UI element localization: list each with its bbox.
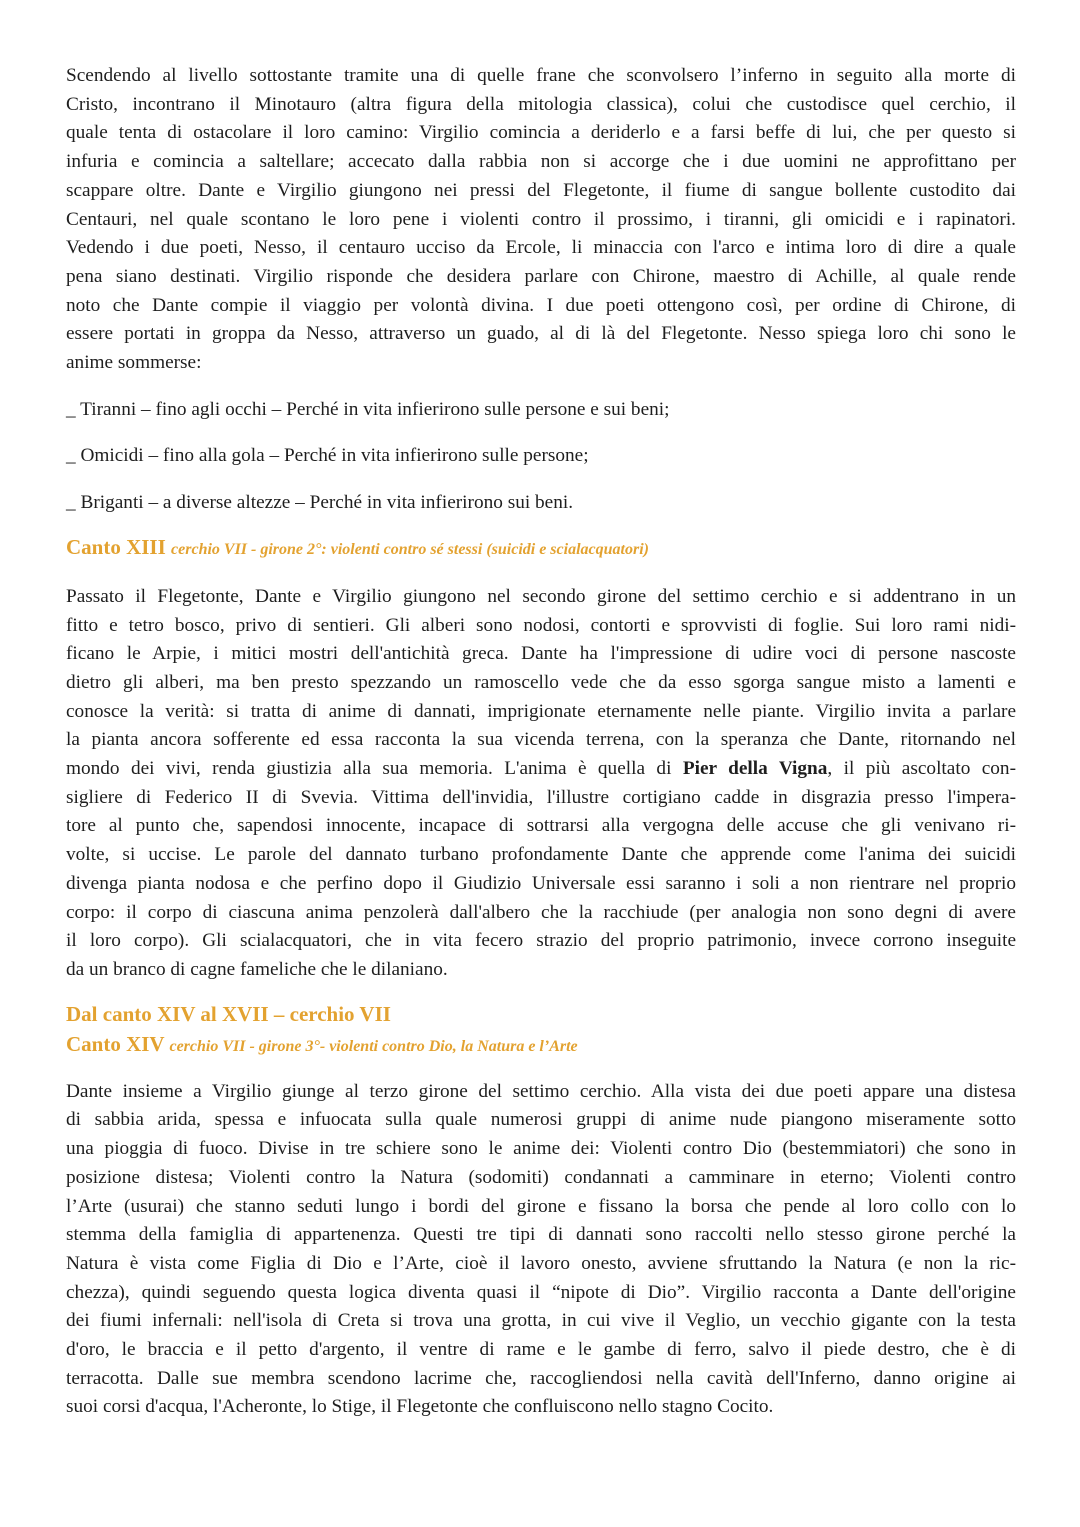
list-item: _ Briganti – a diverse altezze – Perché in vita infierirono sui beni.: [66, 492, 574, 514]
text-line: stemma della famiglia di appartenenza. Questi tre tipi di dannati sono raccolti nello stesso girone perché la: [66, 1224, 1016, 1246]
text-line: corpo: il corpo di ciascuna anima penzolerà dall'albero che la racchiude (per analogia non sono degni di avere: [66, 901, 1016, 923]
bold-name: Pier della Vigna: [682, 758, 828, 780]
souls-list: [66, 396, 1016, 518]
section-heading: Dal canto XIV al XVII – cerchio VII: [66, 1001, 391, 1026]
text-fragment: , il più ascoltato con-: [827, 758, 1016, 780]
text-line: suoi corsi d'acqua, l'Acheronte, lo Stige, il Flegetonte che confluiscono nello stagno Cocito.: [66, 1396, 774, 1418]
text-line: anime sommerse:: [66, 352, 202, 374]
canto-13-subtitle: cerchio VII - girone 2°: violenti contro sé stessi (suicidi e scialacquatori): [171, 540, 649, 558]
canto-14-title: Canto XIV: [66, 1031, 165, 1056]
text-line: fitto e tetro bosco, privo di sentieri. Gli alberi sono nodosi, contorti e sprovvisti di foglie. Sui loro rami nidi-: [66, 614, 1016, 636]
text-line: chezza), quindi seguendo questa logica diventa quasi il “nipote di Dio”. Virgilio racconta a Dante dell'origine: [66, 1281, 1016, 1303]
text-line: tore al punto che, sapendosi innocente, incapace di sottrarsi alla vergogna delle accuse che gli venivano ri-: [66, 815, 1016, 837]
text-line: Centauri, nel quale scontano le loro pene i violenti contro il prossimo, i tiranni, gli omicidi e i rapinatori.: [66, 208, 1016, 230]
text-line: terracotta. Dalle sue membra scendono lacrime che, raccogliendosi nella cavità dell'Inferno, danno origine ai: [66, 1367, 1016, 1389]
document-page: [66, 62, 1016, 1422]
intro-paragraph: [66, 62, 1016, 378]
text-line: da un branco di cagne fameliche che le dilaniano.: [66, 958, 448, 980]
text-line: di sabbia arida, spessa e infuocata sulla quale numerosi gruppi di anime nude piangono miseramente sotto: [66, 1109, 1016, 1131]
text-line: volte, si uccise. Le parole del dannato turbano profondamente Dante che apprende come l'anima dei suicidi: [66, 844, 1016, 866]
text-line: sigliere di Federico II di Svevia. Vittima dell'invidia, l'illustre cortigiano cadde in disgrazia presso l'impera-: [66, 786, 1016, 808]
canto-14-subtitle: cerchio VII - girone 3°- violenti contro Dio, la Natura e l’Arte: [169, 1037, 578, 1055]
list-item: _ Tiranni – fino agli occhi – Perché in vita infierirono sulle persone e sui beni;: [66, 398, 670, 420]
text-fragment: mondo dei vivi, renda giustizia alla sua memoria. L'anima è quella di: [66, 758, 683, 780]
text-line: Cristo, incontrano il Minotauro (altra figura della mitologia classica), colui che custodisce quel cerchio, il: [66, 93, 1016, 115]
text-line: [66, 755, 1016, 784]
text-line: quale tenta di ostacolare il loro camino: Virgilio comincia a deriderlo e a farsi beffe di lui, che per questo si: [66, 122, 1016, 144]
list-item: _ Omicidi – fino alla gola – Perché in vita infierirono sulle persone;: [66, 445, 589, 467]
text-line: Passato il Flegetonte, Dante e Virgilio giungono nel secondo girone del settimo cerchio e si addentrano in un: [66, 585, 1016, 607]
text-line: Dante insieme a Virgilio giunge al terzo girone del settimo cerchio. Alla vista dei due poeti appare una distesa: [66, 1080, 1016, 1102]
text-line: pena siano destinati. Virgilio risponde che desidera parlare con Chirone, maestro di Achille, al quale rende: [66, 265, 1016, 287]
text-line: scappare oltre. Dante e Virgilio giungono nei pressi del Flegetonte, il fiume di sangue bollente custodito dai: [66, 179, 1016, 201]
text-line: Scendendo al livello sottostante tramite una di quelle frane che sconvolsero l’inferno in seguito alla morte di: [66, 65, 1016, 86]
text-line: divenga pianta nodosa e che perfino dopo il Giudizio Universale essi saranno i soli a non rientrare nel proprio: [66, 872, 1016, 894]
text-line: posizione distesa; Violenti contro la Natura (sodomiti) condannati a camminare in eterno; Violenti contro: [66, 1166, 1016, 1188]
text-line: Natura è vista come Figlia di Dio e l’Arte, cioè il lavoro onesto, avviene sfruttando la Natura (e non la ric-: [66, 1252, 1016, 1274]
text-line: ficano le Arpie, i mitici mostri dell'antichità greca. Dante ha l'impressione di udire voci di persone nascoste: [66, 643, 1016, 665]
text-line: noto che Dante compie il viaggio per volontà divina. I due poeti ottengono così, per ordine di Chirone, di: [66, 294, 1016, 316]
text-line: infuria e comincia a saltellare; accecato dalla rabbia non si accorge che i due uomini ne approfittano per: [66, 151, 1016, 173]
canto-14-heading: [66, 1029, 1016, 1062]
text-line: d'oro, le braccia e il petto d'argento, il ventre di rame e le gambe di ferro, salvo il piede destro, che è di: [66, 1339, 1016, 1361]
canto-13-heading: [66, 532, 1016, 565]
canto-14-paragraph: [66, 1078, 1016, 1422]
text-line: Vedendo i due poeti, Nesso, il centauro ucciso da Ercole, li minaccia con l'arco e intima loro di dire a quale: [66, 237, 1016, 259]
text-line: conosce la verità: si tratta di anime di dannati, imprigionate eternamente nelle piante. Virgilio invita a parlare: [66, 700, 1016, 722]
canto-13-title: Canto XIII: [66, 534, 166, 559]
canto-13-paragraph: [66, 583, 1016, 985]
text-line: essere portati in groppa da Nesso, attraverso un guado, al di là del Flegetonte. Nesso spiega loro chi sono le: [66, 323, 1016, 345]
text-line: il loro corpo). Gli scialacquatori, che in vita fecero strazio del proprio patrimonio, invece corrono inseguite: [66, 930, 1016, 952]
text-line: la pianta ancora sofferente ed essa racconta la sua vicenda terrena, con la speranza che Dante, ritornando nel: [66, 729, 1016, 751]
text-line: una pioggia di fuoco. Divise in tre schiere sono le anime dei: Violenti contro Dio (bestemmiatori) che sono in: [66, 1138, 1016, 1160]
text-line: dei fiumi infernali: nell'isola di Creta si trova una grotta, in cui vive il Veglio, un vecchio gigante con la testa: [66, 1310, 1016, 1332]
text-line: dietro gli alberi, ma ben presto spezzando un ramoscello vede che da esso sgorga sangue misto a lamenti e: [66, 671, 1016, 693]
text-line: l’Arte (usurai) che stanno seduti lungo i bordi del girone e fissano la borsa che pende al loro collo con lo: [66, 1195, 1016, 1217]
